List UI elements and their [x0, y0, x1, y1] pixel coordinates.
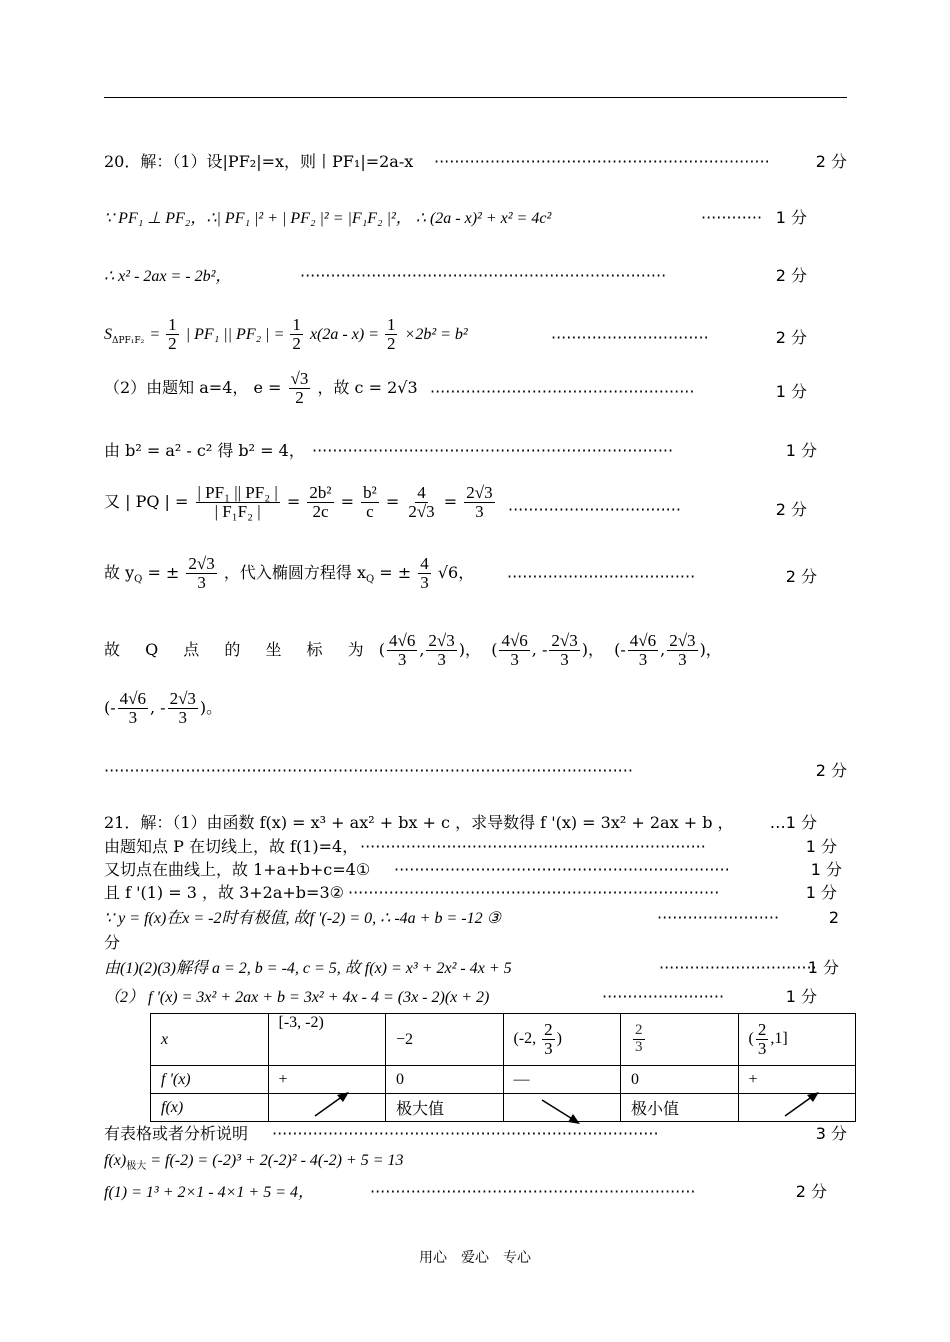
leader-dots: ························ — [602, 987, 725, 1006]
fraction: $\frac{4√6}{3}$ — [629, 631, 657, 669]
table-row: x [-3, -2) −2 (-2, $\frac{2}{3}$ ) $\frac{2}{3}$ ( $\frac{2}{3}$ ,1] — [151, 1014, 856, 1066]
leader-dots: ········································································ — [300, 266, 667, 285]
score: 2 分 — [775, 266, 807, 285]
fraction: $\frac{2√3}{3}$ — [188, 554, 215, 592]
q20-line-1: 20．解：（1）设|PF₂|=x，则丨PF₁|=2a-x ·································································· 2 分 — [104, 152, 847, 171]
leader-dots: ············ — [701, 208, 763, 227]
leader-dots: ·································································· — [394, 860, 730, 879]
q20-line-7: 又 | PQ | = $\frac{\text{| PF₁ || PF₂ |}}{\text{| F₁F₂ |}}$ = $\frac{\text{2b²}}{2c}$ = $\frac{\text{b²}}{c}$ = $\frac{4}{2√3}$ = $\frac{2√3}{3}$ ·································· 2 分 — [104, 483, 807, 521]
table-row: f '(x) + 0 — 0 + — [151, 1066, 856, 1094]
leader-dots: ········································································································ — [104, 761, 633, 780]
fraction: $\frac{2}{3}$ — [635, 1022, 643, 1055]
score: 1 分 — [785, 441, 817, 460]
fraction: $\frac{\text{b²}}{c}$ — [363, 483, 377, 521]
score: 1 分 — [775, 208, 807, 227]
score: 2 — [828, 908, 839, 927]
fraction: $\frac{4√6}{3}$ — [388, 631, 416, 669]
fraction: $\frac{4}{2√3}$ — [408, 483, 435, 521]
score: 2 分 — [775, 500, 807, 519]
leader-dots: ······································································· — [312, 441, 674, 460]
leader-dots: ································································ — [370, 1182, 696, 1201]
q21-line-8: 有表格或者分析说明 ············································································ 3 分 — [104, 1124, 847, 1143]
score: …1 分 — [769, 813, 817, 832]
leader-dots: ·································································· — [434, 152, 770, 171]
fraction: $\frac{1}{2}$ — [168, 315, 177, 353]
q21-line-3: 又切点在曲线上，故 1+a+b+c=4① ·································································· 1 分 — [104, 860, 842, 879]
fraction: $\frac{2√3}{3}$ — [466, 483, 493, 521]
leader-dots: ···················································· — [430, 382, 695, 401]
fraction: $\frac{1}{2}$ — [386, 315, 396, 353]
fraction: $\frac{\text{2b²}}{2c}$ — [309, 483, 332, 521]
score: 1 分 — [785, 987, 817, 1006]
arrow-up-right-icon — [783, 1092, 843, 1118]
fraction: $\frac{2}{3}$ — [544, 1020, 553, 1058]
fraction: $\frac{2√3}{3}$ — [551, 631, 578, 669]
fraction: $\frac{4√6}{3}$ — [119, 689, 146, 727]
score: 2 分 — [775, 328, 807, 347]
page-footer: 用心 爱心 专心 — [419, 1250, 531, 1266]
fraction: $\frac{2}{3}$ — [757, 1020, 767, 1058]
fraction: $\frac{2√3}{3}$ — [428, 631, 455, 669]
q21-line-5: ∵ y = f(x)在x = -2时有极值, 故f '(-2) = 0, ∴ -4a + b = -12 ③ ························ 2 — [104, 908, 839, 927]
header-rule — [104, 97, 847, 98]
q21-line-7: （2） f '(x) = 3x² + 2ax + b = 3x² + 4x - 4 = (3x - 2)(x + 2) ························ 1 分 — [104, 987, 817, 1006]
q21-line-4: 且 f '(1) = 3 ，故 3+2a+b=3② ········································································· 1 分 — [104, 883, 837, 902]
score: 1 分 — [807, 958, 839, 977]
table-row: f(x) 极大值 极小值 — [151, 1094, 856, 1122]
leader-dots: ···································································· — [360, 837, 706, 856]
q20-line-4: $S_{\Delta PF_1F_2}$ = $\frac{1}{2}$ | PF₁ || PF₂ | = $\frac{1}{2}$ x(2a - x) = $\frac{1}{2}$ ×2b² = b² ······························· 2 分 — [104, 315, 807, 353]
leader-dots: ························ — [657, 908, 780, 927]
q20-line-6: 由 b² = a² - c² 得 b² = 4， ······································································· 1 分 — [104, 441, 817, 460]
arrow-up-right-icon — [313, 1092, 373, 1118]
fraction: $\frac{√3}{2}$ — [290, 369, 309, 407]
fraction: $\frac{4√6}{3}$ — [501, 631, 528, 669]
q21-line-1: 21．解：（1）由函数 f(x) = x³ + ax² + bx + c ，求导数得 f '(x) = 3x² + 2ax + b ， …1 分 — [104, 813, 817, 832]
leader-dots: ············································································ — [272, 1124, 659, 1143]
sign-table — [150, 1013, 856, 1122]
q21-line-2: 由题知点 P 在切线上，故 f(1)=4， ···································································· 1 分 — [104, 837, 837, 856]
q21-line-6: 由(1)(2)(3)解得 a = 2, b = -4, c = 5, 故 f(x) = x³ + 2x² - 4x + 5 ······························· 1 分 — [104, 958, 839, 977]
q20-line-2: ∵ PF₁ ⊥ PF₂，∴| PF₁ |² + | PF₂ |² = |F₁F₂ |²， ∴ (2a - x)² + x² = 4c² ············ 1 分 — [104, 208, 807, 227]
leader-dots: ······························· — [551, 328, 709, 347]
q20-line-9: 故 Q 点 的 坐 标 为 ( $\frac{4√6}{3}$ , $\frac{2√3}{3}$ )， ( $\frac{4√6}{3}$ , - $\frac{2√3}{3}$ )， (- $\frac{4√6}{3}$ , $\frac{2√3}{3}$ )， — [104, 631, 722, 669]
score: 1 分 — [810, 860, 842, 879]
score: 3 分 — [815, 1124, 847, 1143]
score: 2 分 — [795, 1182, 827, 1201]
fraction: $\frac{\text{| PF₁ || PF₂ |}}{\text{| F₁F₂ |}}$ — [197, 483, 278, 521]
q21-line-10: f(1) = 1³ + 2×1 - 4×1 + 5 = 4， ································································ 2 分 — [104, 1182, 827, 1201]
fraction: $\frac{2√3}{3}$ — [169, 689, 196, 727]
q21-line-5b: 分 — [104, 933, 121, 952]
q20-line-5: （2）由题知 a=4， e = $\frac{√3}{2}$ ，故 c = 2√3 ···················································· 1 分 — [104, 369, 807, 407]
leader-dots: ······························· — [659, 958, 817, 977]
q20-line-3: ∴ x² - 2ax = - 2b²， ········································································ 2 分 — [104, 266, 807, 285]
fraction: $\frac{1}{2}$ — [292, 315, 301, 353]
score: 1 分 — [805, 883, 837, 902]
score: 2 分 — [815, 761, 847, 780]
score: 1 分 — [775, 382, 807, 401]
leader-dots: ····································· — [507, 567, 696, 586]
q20-line-10: (- $\frac{4√6}{3}$ , - $\frac{2√3}{3}$ )。 — [104, 689, 223, 727]
leader-dots: ·································· — [508, 500, 681, 519]
score: 2 分 — [815, 152, 847, 171]
fraction: $\frac{4}{3}$ — [420, 554, 429, 592]
fraction: $\frac{2√3}{3}$ — [669, 631, 696, 669]
score: 2 分 — [785, 567, 817, 586]
leader-dots: ········································································· — [348, 883, 720, 902]
q20-line-8: 故 $y_Q$ = ± $\frac{2√3}{3}$ ，代入椭圆方程得 $x_Q$ = ± $\frac{4}{3}$ √6， ····································· 2 分 — [104, 554, 817, 592]
score: 1 分 — [805, 837, 837, 856]
q21-line-9: $f(x)_{极大} = f(-2) = (-2)^3 + 2(-2)^2 - 4(-2) + 5 = 13$ — [104, 1152, 404, 1173]
